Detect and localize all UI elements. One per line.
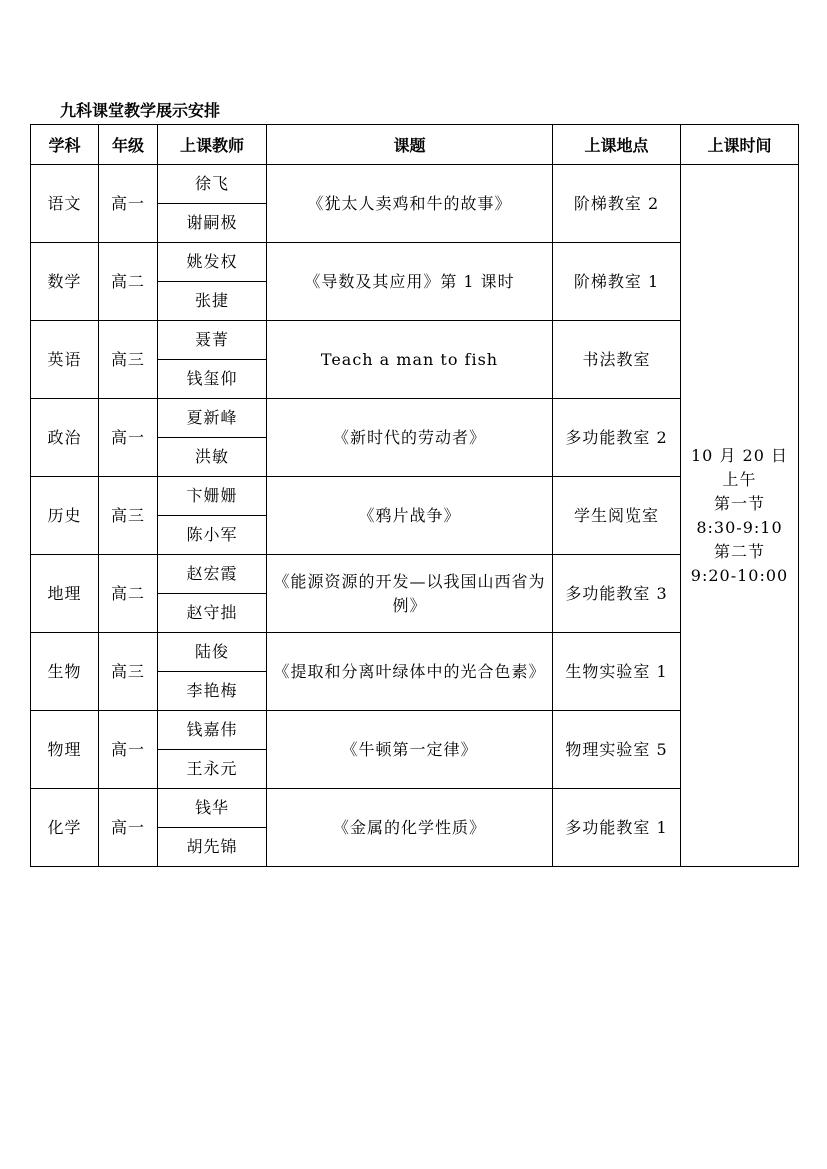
subject-cell: 地理 (31, 555, 99, 633)
subject-cell: 化学 (31, 789, 99, 867)
subject-cell: 物理 (31, 711, 99, 789)
teacher-cell: 陈小军 (158, 516, 267, 555)
session2-label: 第二节 (713, 541, 765, 561)
location-cell: 多功能教室 3 (553, 555, 681, 633)
grade-cell: 高一 (99, 165, 158, 243)
teacher-cell: 夏新峰 (158, 399, 267, 438)
teacher-cell: 王永元 (158, 750, 267, 789)
schedule-table (30, 124, 799, 867)
subject-cell: 英语 (31, 321, 99, 399)
subject-cell: 语文 (31, 165, 99, 243)
time-period: 上午 (722, 469, 757, 489)
teacher-cell: 姚发权 (158, 243, 267, 282)
header-location: 上课地点 (553, 125, 681, 165)
location-cell: 书法教室 (553, 321, 681, 399)
session1-time: 8:30-9:10 (696, 517, 783, 537)
location-cell: 阶梯教室 1 (553, 243, 681, 321)
teacher-cell: 钱嘉伟 (158, 711, 267, 750)
teacher-cell: 张捷 (158, 282, 267, 321)
header-grade: 年级 (99, 125, 158, 165)
location-cell: 学生阅览室 (553, 477, 681, 555)
subject-cell: 政治 (31, 399, 99, 477)
grade-cell: 高三 (99, 321, 158, 399)
teacher-cell: 李艳梅 (158, 672, 267, 711)
session2-time: 9:20-10:00 (690, 565, 789, 585)
location-cell: 生物实验室 1 (553, 633, 681, 711)
teacher-cell: 赵守拙 (158, 594, 267, 633)
teacher-cell: 胡先锦 (158, 828, 267, 867)
table-row (31, 165, 799, 204)
teacher-cell: 聂菁 (158, 321, 267, 360)
topic-cell: 《新时代的劳动者》 (267, 399, 553, 477)
session1-label: 第一节 (713, 493, 765, 513)
teacher-cell: 钱华 (158, 789, 267, 828)
grade-cell: 高三 (99, 477, 158, 555)
teacher-cell: 钱玺仰 (158, 360, 267, 399)
page-title: 九科课堂教学展示安排 (60, 101, 221, 120)
topic-cell: Teach a man to fish (267, 321, 553, 399)
location-cell: 阶梯教室 2 (553, 165, 681, 243)
grade-cell: 高一 (99, 711, 158, 789)
header-time: 上课时间 (681, 125, 799, 165)
teacher-cell: 赵宏霞 (158, 555, 267, 594)
location-cell: 多功能教室 1 (553, 789, 681, 867)
subject-cell: 数学 (31, 243, 99, 321)
location-cell: 多功能教室 2 (553, 399, 681, 477)
header-teacher: 上课教师 (158, 125, 267, 165)
subject-cell: 生物 (31, 633, 99, 711)
topic-cell: 《提取和分离叶绿体中的光合色素》 (267, 633, 553, 711)
time-date: 10 月 20 日 (691, 445, 788, 465)
time-cell (681, 165, 799, 867)
subject-cell: 历史 (31, 477, 99, 555)
topic-cell: 《鸦片战争》 (267, 477, 553, 555)
teacher-cell: 洪敏 (158, 438, 267, 477)
teacher-cell: 卞姗姗 (158, 477, 267, 516)
teacher-cell: 徐飞 (158, 165, 267, 204)
teacher-cell: 陆俊 (158, 633, 267, 672)
grade-cell: 高二 (99, 555, 158, 633)
grade-cell: 高二 (99, 243, 158, 321)
topic-cell: 《金属的化学性质》 (267, 789, 553, 867)
topic-cell: 《导数及其应用》第 1 课时 (267, 243, 553, 321)
teacher-cell: 谢嗣极 (158, 204, 267, 243)
header-topic: 课题 (267, 125, 553, 165)
topic-cell: 《犹太人卖鸡和牛的故事》 (267, 165, 553, 243)
header-row (31, 125, 799, 165)
grade-cell: 高一 (99, 789, 158, 867)
header-subject: 学科 (31, 125, 99, 165)
grade-cell: 高一 (99, 399, 158, 477)
topic-cell: 《牛顿第一定律》 (267, 711, 553, 789)
topic-cell: 《能源资源的开发—以我国山西省为例》 (267, 555, 553, 633)
grade-cell: 高三 (99, 633, 158, 711)
location-cell: 物理实验室 5 (553, 711, 681, 789)
